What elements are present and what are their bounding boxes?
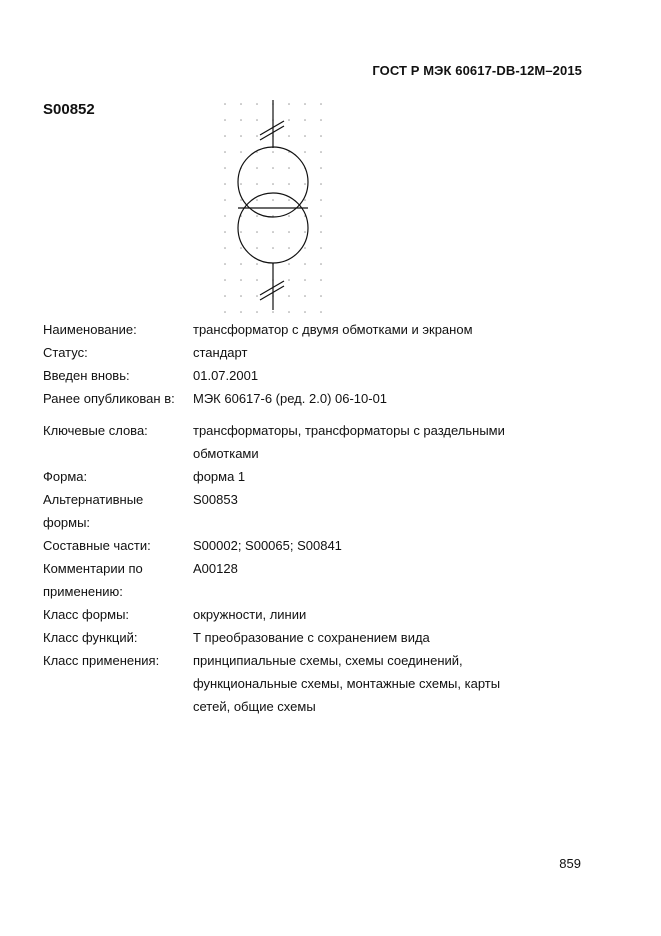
property-label: Наименование: [43, 322, 137, 337]
grid-dot [224, 103, 226, 105]
grid-dot [288, 295, 290, 297]
grid-dot [224, 311, 226, 313]
grid-dot [224, 135, 226, 137]
grid-dot [288, 279, 290, 281]
grid-dot [272, 199, 274, 201]
page-number: 859 [559, 856, 581, 871]
grid-dot [256, 103, 258, 105]
grid-dot [320, 167, 322, 169]
property-value: окружности, линии [193, 607, 307, 622]
grid-dot [320, 199, 322, 201]
grid-dot [256, 167, 258, 169]
grid-dot [272, 183, 274, 185]
grid-dot [320, 279, 322, 281]
property-value: A00128 [193, 561, 238, 576]
grid-dot [320, 183, 322, 185]
grid-dot [224, 231, 226, 233]
grid-dot [320, 247, 322, 249]
grid-dot [320, 103, 322, 105]
grid-dot [272, 151, 274, 153]
grid-dot [240, 295, 242, 297]
grid-dot [288, 167, 290, 169]
grid-dot [288, 199, 290, 201]
property-value: 01.07.2001 [193, 368, 259, 383]
grid-dot [256, 311, 258, 313]
grid-dot [256, 231, 258, 233]
grid-dot [256, 183, 258, 185]
grid-dot [224, 199, 226, 201]
grid-dot [240, 151, 242, 153]
property-label: Класс функций: [43, 630, 138, 645]
property-row-shape-class [43, 603, 603, 626]
grid-dot [256, 199, 258, 201]
property-label: Класс формы: [43, 607, 130, 622]
property-value: принципиальные схемы, схемы соединений, функциональные схемы, монтажные схемы, карты сетей, общие схемы [193, 653, 501, 714]
grid-dot [304, 103, 306, 105]
grid-dot [288, 119, 290, 121]
grid-dot [320, 311, 322, 313]
property-row-function-class [43, 626, 603, 649]
grid-dot [224, 279, 226, 281]
transformer-symbol-diagram [220, 100, 330, 320]
grid-dot [320, 231, 322, 233]
grid-dot [240, 311, 242, 313]
property-value: S00002; S00065; S00841 [193, 538, 342, 553]
grid-dot [224, 247, 226, 249]
property-label: Класс применения: [43, 653, 160, 668]
property-value: Т преобразование с сохранением вида [193, 630, 430, 645]
grid-dot [304, 311, 306, 313]
grid-dot [320, 151, 322, 153]
grid-dot [256, 215, 258, 217]
symbol-id: S00852 [43, 101, 95, 118]
property-label: Форма: [43, 469, 88, 484]
grid-dot [320, 135, 322, 137]
grid-dot [288, 263, 290, 265]
grid-dot [288, 183, 290, 185]
grid-dot [304, 151, 306, 153]
grid-dot [272, 247, 274, 249]
grid-dot [224, 119, 226, 121]
property-row-introduced [43, 364, 603, 387]
grid-dot [240, 247, 242, 249]
property-label: Ранее опубликован в: [43, 391, 175, 406]
property-row-application-notes [43, 557, 603, 603]
grid-dot [224, 215, 226, 217]
property-label: Альтернативные формы: [43, 492, 144, 530]
property-value: МЭК 60617-6 (ред. 2.0) 06-10-01 [193, 391, 388, 406]
property-row-status [43, 341, 603, 364]
property-row-application-class [43, 649, 603, 718]
grid-dot [240, 199, 242, 201]
grid-dot [320, 119, 322, 121]
grid-dot [304, 231, 306, 233]
grid-dot [272, 311, 274, 313]
grid-dot [256, 295, 258, 297]
grid-dot [272, 231, 274, 233]
property-row-alternative-forms [43, 488, 603, 534]
document-header: ГОСТ Р МЭК 60617-DB-12M–2015 [372, 63, 582, 78]
grid-dot [240, 263, 242, 265]
grid-dot [288, 247, 290, 249]
grid-dot [320, 295, 322, 297]
grid-dot [256, 119, 258, 121]
property-value: трансформаторы, трансформаторы с раздельными обмотками [193, 423, 505, 461]
grid-dot [288, 311, 290, 313]
grid-dot [224, 167, 226, 169]
grid-dot [240, 135, 242, 137]
grid-dot [304, 119, 306, 121]
properties-table [43, 318, 603, 718]
property-label: Введен вновь: [43, 368, 130, 383]
grid-dot [240, 279, 242, 281]
property-value: трансформатор с двумя обмотками и экраном [193, 322, 473, 337]
grid-dot [320, 263, 322, 265]
grid-dot [304, 295, 306, 297]
grid-dot [304, 247, 306, 249]
grid-dot [304, 263, 306, 265]
property-value: форма 1 [193, 469, 246, 484]
grid-dot [256, 247, 258, 249]
grid-dot [256, 135, 258, 137]
property-row-published [43, 387, 603, 410]
grid-dot [224, 183, 226, 185]
property-value: S00853 [193, 492, 238, 507]
property-label: Комментарии по применению: [43, 561, 143, 599]
secondary-winding-circle [238, 193, 308, 263]
property-row-keywords [43, 419, 603, 465]
grid-dot [240, 183, 242, 185]
grid-dot [304, 183, 306, 185]
property-row-form [43, 465, 603, 488]
grid-dot [240, 119, 242, 121]
grid-dot [288, 215, 290, 217]
grid-dot [304, 199, 306, 201]
grid-dot [288, 103, 290, 105]
grid-dot [240, 103, 242, 105]
primary-winding-circle [238, 147, 308, 217]
grid-dot [304, 279, 306, 281]
property-label: Составные части: [43, 538, 151, 553]
grid-dot [320, 215, 322, 217]
grid-dot [304, 135, 306, 137]
grid-dot [272, 167, 274, 169]
grid-dot [224, 263, 226, 265]
grid-dot [256, 279, 258, 281]
property-row-name [43, 318, 603, 341]
property-row-components [43, 534, 603, 557]
grid-dot [288, 135, 290, 137]
grid-dot [256, 263, 258, 265]
grid-dot [240, 231, 242, 233]
property-label: Ключевые слова: [43, 423, 148, 438]
grid-dot [224, 151, 226, 153]
property-value: стандарт [193, 345, 248, 360]
grid-dot [224, 295, 226, 297]
property-label: Статус: [43, 345, 88, 360]
grid-dot [288, 231, 290, 233]
